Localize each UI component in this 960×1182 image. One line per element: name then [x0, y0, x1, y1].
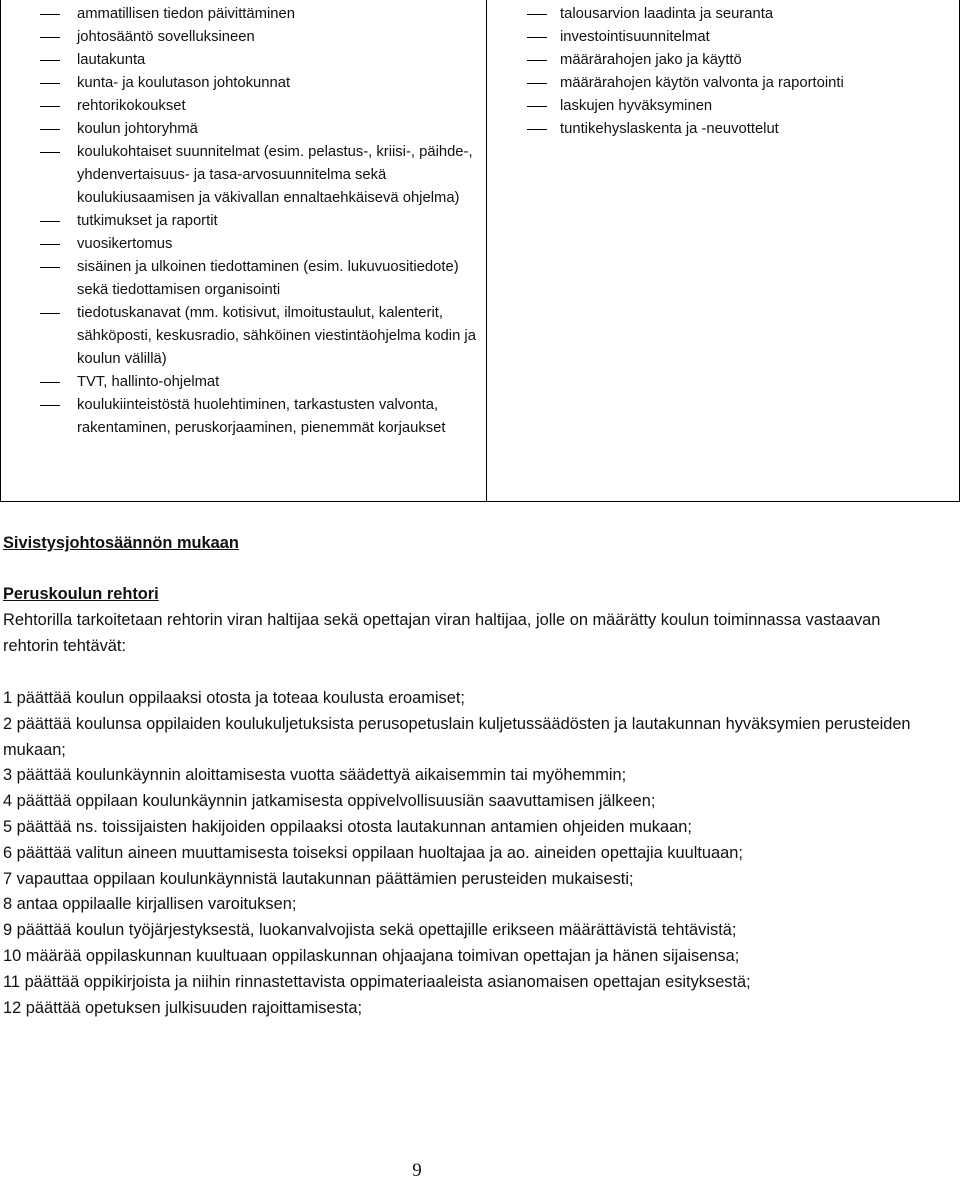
list-item-text: määrärahojen käytön valvonta ja raportointi	[560, 75, 844, 91]
list-item	[1, 72, 487, 95]
list-item	[1, 302, 487, 371]
list-item	[487, 3, 957, 26]
table-cell-left	[0, 0, 487, 502]
list-item-text: kunta- ja koulutason johtokunnat	[77, 75, 291, 91]
list-item	[1, 394, 487, 440]
dash-bullet-icon	[527, 14, 547, 15]
list-item	[1, 3, 487, 26]
list-item	[487, 118, 957, 141]
right-dash-list	[487, 3, 957, 141]
dash-bullet-icon	[527, 129, 547, 130]
dash-bullet-icon	[40, 152, 60, 153]
dash-bullet-icon	[40, 83, 60, 84]
section-heading: Sivistysjohtosäännön mukaan	[3, 534, 239, 552]
list-item	[1, 26, 487, 49]
left-dash-list	[1, 3, 487, 440]
list-item-text: tutkimukset ja raportit	[77, 213, 218, 229]
dash-bullet-icon	[40, 14, 60, 15]
list-item-text: laskujen hyväksyminen	[560, 98, 713, 114]
list-item-text: johtosääntö sovelluksineen	[77, 29, 255, 45]
duty-item: 4 päättää oppilaan koulunkäynnin jatkamisesta oppivelvollisuusiän saavuttamisen jälkeen;	[3, 792, 656, 811]
duty-item: 7 vapauttaa oppilaan koulunkäynnistä lautakunnan päättämien perusteiden mukaisesti;	[3, 869, 634, 888]
dash-bullet-icon	[40, 405, 60, 406]
list-item-text: sisäinen ja ulkoinen tiedottaminen (esim. lukuvuositiedote) sekä tiedottamisen organisointi	[77, 259, 459, 298]
duty-item: 5 päättää ns. toissijaisten hakijoiden oppilaaksi otosta lautakunnan antamien ohjeiden mukaan;	[3, 817, 692, 836]
dash-bullet-icon	[527, 106, 547, 107]
list-item-text: tuntikehyslaskenta ja -neuvottelut	[560, 121, 779, 137]
dash-bullet-icon	[40, 129, 60, 130]
list-item	[1, 256, 487, 302]
list-item-text: talousarvion laadinta ja seuranta	[560, 6, 774, 22]
list-item-text: tiedotuskanavat (mm. kotisivut, ilmoitustaulut, kalenterit, sähköposti, keskusradio, sähköinen viestintäohjelma kodin ja koulun välillä)	[77, 305, 476, 367]
table-cell-right	[486, 0, 960, 502]
dash-bullet-icon	[527, 83, 547, 84]
duty-item: 6 päättää valitun aineen muuttamisesta toiseksi oppilaan huoltajaa ja ao. aineiden opettajia kuultuaan;	[3, 843, 743, 862]
duty-item: 12 päättää opetuksen julkisuuden rajoittamisesta;	[3, 998, 363, 1017]
dash-bullet-icon	[40, 313, 60, 314]
intro-paragraph: Rehtorilla tarkoitetaan rehtorin viran haltijaa sekä opettajan viran haltijaa, jolle on määrätty koulun toiminnassa vastaavan rehtorin tehtävät:	[3, 611, 881, 655]
list-item-text: TVT, hallinto-ohjelmat	[77, 374, 220, 390]
list-item-text: koulukohtaiset suunnitelmat (esim. pelastus-, kriisi-, päihde-, yhdenvertaisuus- ja tasa-arvosuunnitelma sekä koulukiusaamisen ja väkivallan ennaltaehkäisevä ohjelma)	[77, 144, 473, 206]
responsibility-table	[0, 0, 958, 502]
list-item-text: lautakunta	[77, 52, 146, 68]
list-item	[1, 233, 487, 256]
list-item	[1, 210, 487, 233]
duty-item: 9 päättää koulun työjärjestyksestä, luokanvalvojista sekä opettajille erikseen määrättävistä tehtävistä;	[3, 921, 737, 940]
dash-bullet-icon	[40, 267, 60, 268]
list-item	[487, 72, 957, 95]
subheading: Peruskoulun rehtori	[3, 585, 159, 603]
dash-bullet-icon	[527, 60, 547, 61]
dash-bullet-icon	[40, 244, 60, 245]
list-item	[1, 95, 487, 118]
duty-item: 8 antaa oppilaalle kirjallisen varoituksen;	[3, 895, 297, 914]
list-item	[1, 141, 487, 210]
list-item-text: rehtorikokoukset	[77, 98, 186, 114]
list-item	[487, 95, 957, 118]
list-item-text: määrärahojen jako ja käyttö	[560, 52, 742, 68]
duty-item: 3 päättää koulunkäynnin aloittamisesta vuotta säädettyä aikaisemmin tai myöhemmin;	[3, 766, 627, 785]
dash-bullet-icon	[40, 60, 60, 61]
dash-bullet-icon	[40, 221, 60, 222]
dash-bullet-icon	[40, 382, 60, 383]
list-item-text: koulukiinteistöstä huolehtiminen, tarkastusten valvonta, rakentaminen, peruskorjaaminen, pienemmät korjaukset	[77, 397, 446, 436]
list-item	[487, 49, 957, 72]
list-item	[1, 118, 487, 141]
duty-item: 2 päättää koulunsa oppilaiden koulukuljetuksista perusopetuslain kuljetussäädösten ja lautakunnan hyväksymien perusteiden mukaan;	[3, 714, 911, 759]
list-item-text: koulun johtoryhmä	[77, 121, 198, 137]
list-item-text: ammatillisen tiedon päivittäminen	[77, 6, 295, 22]
list-item	[1, 371, 487, 394]
list-item-text: investointisuunnitelmat	[560, 29, 710, 45]
duty-item: 11 päättää oppikirjoista ja niihin rinnastettavista oppimateriaaleista asianomaisen opettajan esityksestä;	[3, 972, 751, 991]
dash-bullet-icon	[527, 37, 547, 38]
list-item	[487, 26, 957, 49]
list-item-text: vuosikertomus	[77, 236, 173, 252]
duty-item: 10 määrää oppilaskunnan kuultuaan oppilaskunnan ohjaajana toimivan opettajan ja hänen sijaisensa;	[3, 946, 740, 965]
dash-bullet-icon	[40, 106, 60, 107]
duty-item: 1 päättää koulun oppilaaksi otosta ja toteaa koulusta eroamiset;	[3, 689, 465, 707]
list-item	[1, 49, 487, 72]
page-number: 9	[412, 1160, 422, 1181]
dash-bullet-icon	[40, 37, 60, 38]
duties-list	[3, 686, 923, 1021]
